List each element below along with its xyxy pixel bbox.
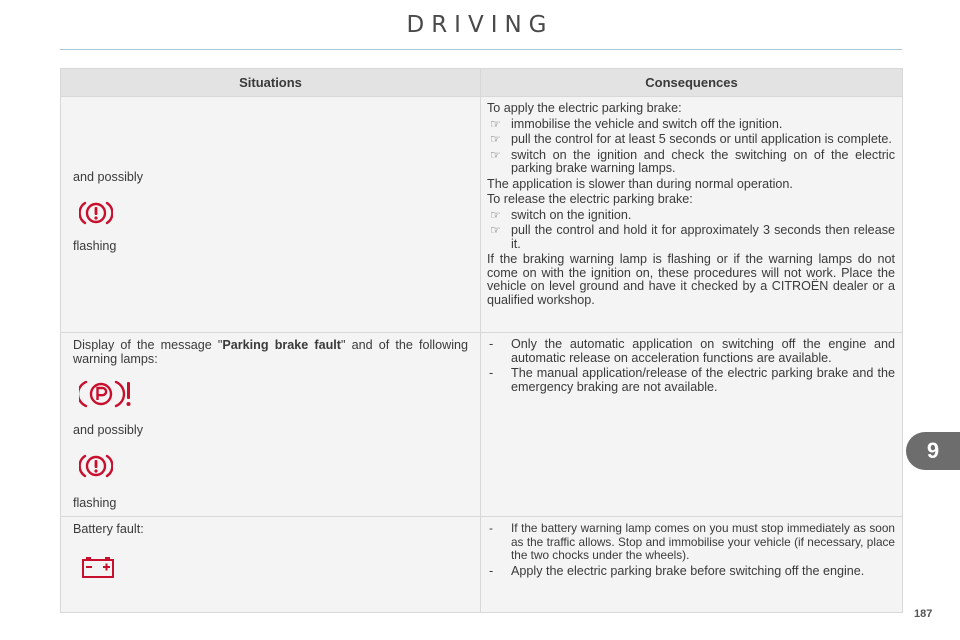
table-row [61, 333, 903, 517]
list-item: - Only the automatic application on switching off the engine and automatic release on acceleration functions are available. [489, 337, 895, 365]
and-possibly-text: and possibly [73, 170, 144, 184]
list-item: ☞ pull the control and hold it for approximately 3 seconds then release it. [490, 223, 895, 251]
battery-fault-text: Battery fault: [73, 522, 144, 536]
flashing-text: flashing [73, 239, 117, 253]
consequence-cell [481, 517, 903, 613]
apply-intro: To apply the electric parking brake: [487, 101, 682, 115]
consequence-cell [481, 97, 903, 333]
situation-cell [61, 333, 481, 517]
release-intro: To release the electric parking brake: [487, 192, 693, 206]
battery-icon [81, 555, 115, 579]
pointing-hand-icon: ☞ [490, 207, 501, 222]
brake-warning-icon [79, 453, 113, 479]
column-header-consequences: Consequences [481, 69, 903, 97]
table-row [61, 97, 903, 333]
list-item: ☞ pull the control for at least 5 seconds or until application is complete. [490, 132, 892, 146]
consequence-cell [481, 333, 903, 517]
warning-note: If the braking warning lamp is flashing or if the warning lamps do not come on with the ignition on, these procedures will not work. Place the vehicle on level ground and have it checked by a CITROËN dealer or a qualified workshop. [487, 252, 895, 307]
header-divider [60, 49, 902, 50]
and-possibly-text: and possibly [73, 423, 144, 437]
slower-note: The application is slower than during normal operation. [487, 176, 793, 191]
page-title: DRIVING [406, 12, 554, 38]
parking-brake-fault-icon [79, 379, 139, 409]
list-item: ☞ switch on the ignition. [490, 207, 632, 222]
chapter-number: 9 [926, 438, 940, 463]
pointing-hand-icon: ☞ [490, 116, 501, 131]
display-message-text: Display of the message "Parking brake fault" and of the following warning lamps: [73, 338, 469, 366]
brake-warning-icon [79, 200, 113, 226]
list-item: - If the battery warning lamp comes on you must stop immediately as soon as the traffic allows. Stop and immobilise your vehicle (if necessary, place the two chocks under the wheels). [489, 521, 895, 562]
page-number: 187 [914, 608, 933, 620]
situation-cell [61, 97, 481, 333]
situations-table [60, 68, 903, 613]
pointing-hand-icon: ☞ [490, 132, 501, 146]
chapter-tab [906, 432, 960, 470]
table-row [61, 517, 903, 613]
list-item: - The manual application/release of the electric parking brake and the emergency braking are not available. [489, 366, 895, 394]
situation-cell [61, 517, 481, 613]
list-item: ☞ switch on the ignition and check the switching on of the electric parking brake warning lamps. [490, 147, 895, 175]
flashing-text: flashing [73, 496, 117, 510]
pointing-hand-icon: ☞ [490, 147, 501, 162]
parking-brake-fault-message: Parking brake fault [222, 338, 342, 352]
list-item: ☞ immobilise the vehicle and switch off the ignition. [490, 116, 783, 131]
pointing-hand-icon: ☞ [490, 223, 501, 237]
list-item: - Apply the electric parking brake before switching off the engine. [489, 563, 865, 578]
column-header-situations: Situations [61, 69, 481, 97]
